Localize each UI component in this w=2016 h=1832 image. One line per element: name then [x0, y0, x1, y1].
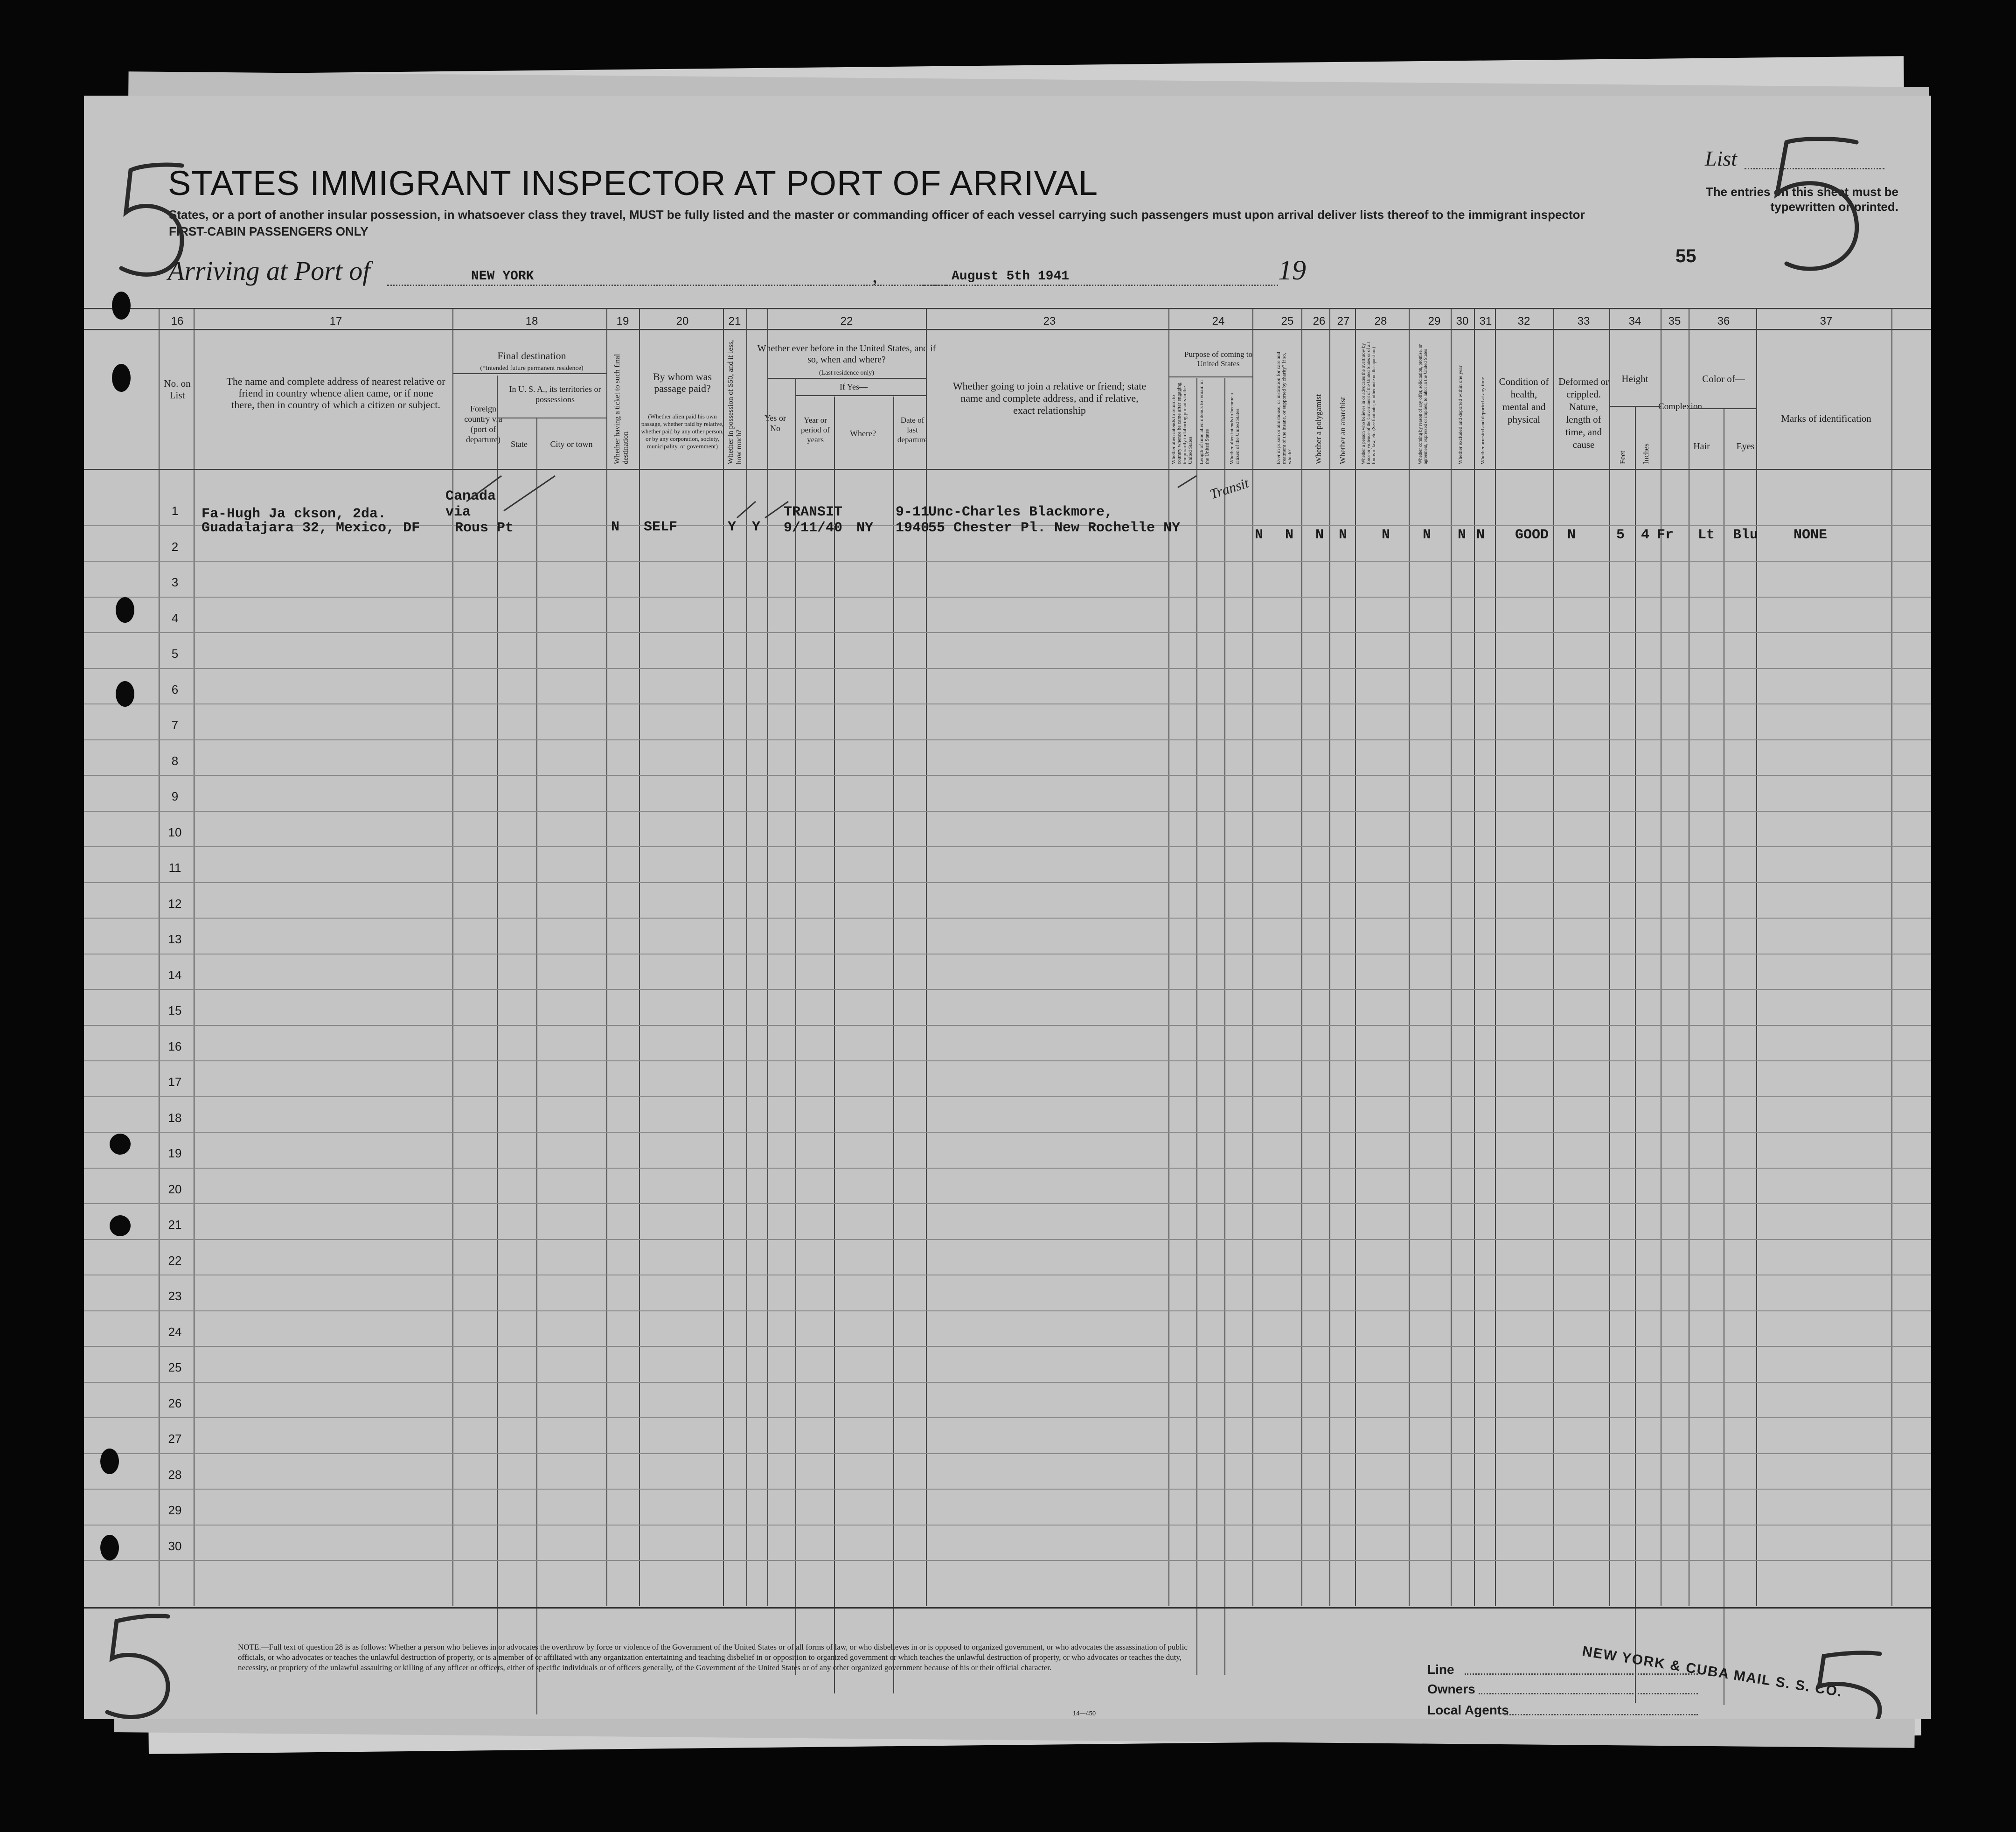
line-dotline [1465, 1673, 1698, 1675]
arriving-label: Arriving at Port of [168, 256, 370, 286]
pen-strokes [84, 96, 1931, 1719]
handwritten-5-bottom-left [93, 1607, 187, 1719]
hdr-deformed: Deformed or crippled. Nature, length of time, and cause [1558, 376, 1609, 450]
entry-inches: 4 [1641, 527, 1650, 543]
entry-q30: N [1458, 527, 1467, 543]
footnote-q28: NOTE.—Full text of question 28 is as follows: Whether a person who believes in or advocates the overthrow by force or violence of the Government of the United States or of all forms of law, or who disbelieves in or is opposed to organized government, or who advocates the assassination of public officials, or who advocates or teaches the unlawful destruction of property, or is a member of or affiliated with any organization entertaining and teaching disbelief in or opposition to organized government or which teaches the unlawful destruction of property, or who advocates or teaches the duty, necessity, or propriety of the unlawful assaulting or killing of any officer or officers, either of specific individuals or of officers generally, of the Government of the United States or of any other organized government because of his or their official character. [238, 1643, 1188, 1672]
col-number-26: 26 [1313, 315, 1326, 327]
hdr-if-yes: If Yes— [839, 382, 868, 391]
entry-passage: SELF [644, 519, 678, 535]
entry-foreign-line-1: Canada [445, 488, 496, 504]
entry-period-line-1: TRANSIT [784, 504, 843, 520]
entry-departure-line-1: 9-11 [896, 504, 930, 520]
row-number: 22 [168, 1253, 182, 1268]
hdr-year-period: Year or period of years [801, 416, 830, 444]
hdr-q30: Whether excluded and deported within one year [1458, 365, 1463, 464]
hdr-purpose-sub-1: Whether alien intends to return to country whence he came after engaging temporarily in laboring pursuits in the United States [1171, 383, 1193, 464]
col-number-23: 23 [1043, 315, 1056, 327]
entry-period-line-2: 9/11/40 [784, 520, 843, 536]
col-number-19: 19 [616, 315, 629, 327]
hdr-q29: Whether coming by reason of any offer, solicitation, promise, or agreement, expressed or implied, to labor in the United States [1418, 344, 1428, 464]
hdr-purpose: Purpose of coming to United States [1184, 350, 1252, 368]
punch-hole [100, 1449, 119, 1474]
row-number: 20 [168, 1182, 182, 1196]
row-number: 11 [168, 861, 181, 875]
entry-joining-line-1: Unc-Charles Blackmore, [928, 504, 1113, 520]
hdr-where: Where? [850, 429, 876, 438]
hdr-yes-no: Yes or No [765, 413, 786, 433]
entry-feet: 5 [1616, 527, 1625, 543]
row-number: 24 [168, 1324, 182, 1339]
entry-ticket: N [611, 519, 620, 535]
col-number-37: 37 [1820, 315, 1833, 327]
entry-relative-line-2: Guadalajara 32, Mexico, DF [202, 520, 420, 536]
col-number-33: 33 [1577, 315, 1590, 327]
agents-dotline [1504, 1714, 1698, 1715]
hdr-hair: Hair [1693, 441, 1710, 452]
entry-hair: Lt [1698, 527, 1715, 543]
hdr-color-of: Color of— [1702, 373, 1745, 384]
entry-fifty: Y [728, 519, 737, 535]
page-title: STATES IMMIGRANT INSPECTOR AT PORT OF ARRIVAL [168, 164, 1098, 202]
row-number: 14 [168, 968, 182, 982]
hdr-ever-before: Whether ever before in the United States, and if so, when and where? [757, 343, 936, 365]
hdr-marks: Marks of identification [1781, 413, 1871, 424]
hdr-feet: Feet [1618, 450, 1627, 464]
entry-q31: N [1476, 527, 1485, 543]
hdr-passage-note: (Whether alien paid his own passage, whether paid by relative, whether paid by any other person, or by any corporation, society, municipality, or government) [641, 413, 724, 450]
sheet-number: 55 [1675, 246, 1696, 266]
entry-health: GOOD [1515, 527, 1549, 543]
hdr-ever-before-note: (Last residence only) [819, 369, 875, 376]
hdr-complexion: Complexion [1658, 402, 1702, 411]
row-number: 2 [171, 539, 179, 554]
col-number-24: 24 [1212, 315, 1225, 327]
entries-note: The entries on this sheet must be typewritten or printed. [1705, 185, 1898, 214]
row-number: 21 [168, 1218, 182, 1232]
entry-q26: N [1315, 527, 1324, 543]
row-number: 23 [168, 1289, 182, 1303]
hdr-no-on-list: No. on List [164, 378, 191, 401]
hdr-q31: Whether arrested and deported at any time [1480, 377, 1486, 464]
row-number: 28 [168, 1467, 182, 1482]
subtitle-line-1: States, or a port of another insular possession, in whatsoever class they travel, MUST be fully listed and the master or commanding officer of each vessel carrying such passengers must upon arrival deliver lists thereof to the immigrant inspector [169, 208, 1585, 222]
hdr-purpose-sub-2: Length of time alien intends to remain in the United States [1199, 380, 1210, 464]
row-number: 25 [168, 1360, 182, 1374]
hdr-city: City or town [550, 439, 593, 449]
hdr-purpose-sub-3: Whether alien intends to become a citizen of the United States [1229, 393, 1240, 464]
manifest-page [84, 96, 1931, 1719]
col-number-18: 18 [525, 315, 538, 327]
row-number: 19 [168, 1146, 182, 1160]
hdr-anarchist: Whether an anarchist [1338, 397, 1347, 464]
entry-eyes: Blu [1733, 527, 1759, 543]
entry-joining-line-2: 55 Chester Pl. New Rochelle NY [928, 520, 1181, 536]
entry-q28: N [1382, 527, 1390, 543]
entry-deformed: N [1567, 527, 1576, 543]
col-number-16: 16 [171, 315, 184, 327]
hdr-prison: Ever in prison or almshouse, or institution for care and treatment of the insane, or supported by charity? If so, which? [1276, 352, 1293, 464]
row-number: 15 [168, 1003, 182, 1017]
entry-foreign-line-3: Rous Pt [455, 520, 514, 536]
hdr-polygamist: Whether a polygamist [1314, 394, 1323, 464]
subtitle-line-2: FIRST-CABIN PASSENGERS ONLY [169, 224, 368, 238]
row-number: 8 [171, 753, 179, 768]
entry-q29: N [1423, 527, 1432, 543]
col-number-20: 20 [676, 315, 689, 327]
row-number: 9 [171, 789, 179, 803]
row-number: 5 [171, 647, 179, 661]
agents-label: Local Agents [1427, 1703, 1509, 1717]
entry-where: NY [856, 520, 874, 536]
hdr-inches: Inches [1641, 443, 1650, 464]
hdr-state: State [511, 439, 528, 449]
col-number-35: 35 [1668, 315, 1681, 327]
punch-hole [116, 597, 134, 623]
line-label: Line [1427, 1662, 1454, 1677]
handwritten-5-bottom-right [1782, 1644, 1903, 1719]
col-number-21: 21 [728, 315, 741, 327]
row-number: 27 [168, 1432, 182, 1446]
hdr-height: Height [1621, 373, 1648, 384]
entry-q27: N [1339, 527, 1348, 543]
comma: , [872, 264, 877, 287]
row-number: 3 [171, 575, 179, 589]
col-number-17: 17 [329, 315, 342, 327]
row-number: 7 [171, 718, 179, 732]
entry-q24: N [1255, 527, 1264, 543]
hdr-final-destination-note: (*Intended future permanent residence) [480, 365, 584, 372]
col-number-25: 25 [1281, 315, 1294, 327]
punch-hole [116, 681, 134, 707]
hdr-final-destination: Final destination [497, 350, 566, 362]
col-number-28: 28 [1374, 315, 1387, 327]
entry-q25: N [1285, 527, 1294, 543]
col-number-27: 27 [1337, 315, 1350, 327]
entry-yes-no: Y [752, 519, 761, 535]
row-number: 6 [171, 682, 179, 697]
punch-hole [110, 1134, 131, 1155]
punch-hole [112, 364, 131, 392]
hdr-fifty: Whether in possession of $50, and if less, how much? [727, 340, 743, 464]
col-number-31: 31 [1479, 315, 1492, 327]
hdr-foreign-country: Foreign country via (port of departure) [464, 404, 502, 444]
shipping-line-stamp: NEW YORK & CUBA MAIL S. S. CO. [1581, 1644, 1844, 1700]
row-number: 17 [168, 1075, 182, 1089]
hdr-date-departure: Date of last departure [897, 416, 928, 444]
hdr-q28: Whether a person who believes in or advocates the overthrow by force or violence of the Government of the United States or of all forms of law, etc. (See footnote; or other note on this question) [1361, 342, 1376, 464]
hdr-nearest-relative: The name and complete address of nearest relative or friend in country whence alien came, or if none there, then in country of which a citizen or subject. [226, 376, 445, 411]
entry-purpose-handwritten: Transit [1208, 475, 1251, 502]
entry-complexion: Fr [1657, 527, 1674, 543]
col-number-29: 29 [1428, 315, 1441, 327]
port-value: NEW YORK [471, 269, 534, 284]
row-number: 10 [168, 825, 182, 839]
col-number-34: 34 [1628, 315, 1641, 327]
owners-label: Owners [1427, 1682, 1475, 1696]
row-number: 12 [168, 896, 182, 911]
col-number-32: 32 [1517, 315, 1530, 327]
list-label: List [1705, 146, 1738, 170]
row-number: 16 [168, 1039, 182, 1053]
hdr-passage: By whom was passage paid? [653, 371, 712, 394]
entry-foreign-line-2: via [445, 504, 471, 520]
hdr-health: Condition of health, mental and physical [1499, 376, 1549, 425]
hdr-in-usa: In U. S. A., its territories or possessions [509, 384, 601, 404]
punch-hole [100, 1535, 119, 1560]
row-number: 18 [168, 1110, 182, 1125]
entry-relative-line-1: Fa-Hugh Ja ckson, 2da. [202, 506, 387, 522]
row-number: 1 [171, 504, 179, 518]
table-bottom-rule [84, 1607, 1931, 1609]
punch-hole [112, 292, 131, 320]
row-number: 13 [168, 932, 182, 946]
hdr-joining: Whether going to join a relative or friend; state name and complete address, and if relative, exact relationship [952, 380, 1147, 416]
entry-marks: NONE [1794, 527, 1828, 543]
hdr-ticket: Whether having a ticket to such final destination [613, 354, 630, 464]
form-number: 14—450 [1073, 1710, 1096, 1717]
owners-dotline [1479, 1693, 1698, 1694]
col-number-22: 22 [840, 315, 853, 327]
date-value: August 5th 1941 [952, 269, 1070, 284]
entry-departure-line-2: 1940 [896, 520, 930, 536]
punch-hole [110, 1215, 131, 1236]
row-number: 26 [168, 1396, 182, 1410]
row-number: 4 [171, 611, 179, 625]
hdr-eyes: Eyes [1736, 441, 1755, 452]
col-number-36: 36 [1717, 315, 1730, 327]
row-number: 30 [168, 1539, 182, 1553]
year-prefix: 19 [1278, 255, 1306, 286]
col-number-30: 30 [1456, 315, 1469, 327]
row-number: 29 [168, 1503, 182, 1517]
